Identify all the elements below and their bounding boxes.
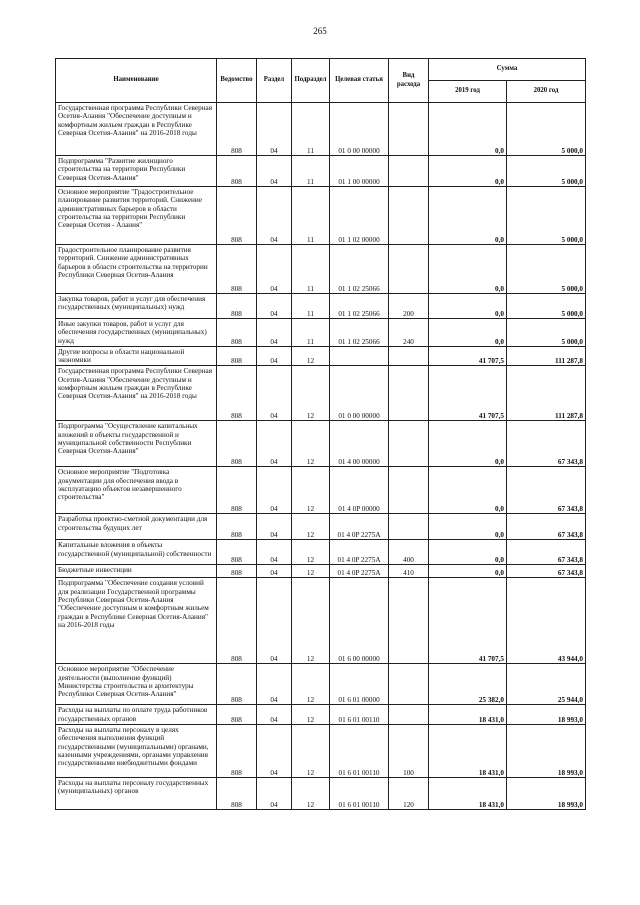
row-2020: 18 993,0 xyxy=(507,705,586,725)
row-2020: 67 343,8 xyxy=(507,421,586,467)
row-2019: 18 431,0 xyxy=(429,705,507,725)
table-body xyxy=(56,103,586,810)
row-section: 04 xyxy=(257,319,292,347)
table-row xyxy=(56,346,586,366)
table-row xyxy=(56,319,586,347)
row-2020: 18 993,0 xyxy=(507,725,586,778)
row-target: 01 4 0P 2275A xyxy=(330,514,389,540)
row-name: Градостроительное планирование развития территорий. Снижение административных барьеров в области строительства на территории Республики Северная Осетия-Алания xyxy=(56,245,217,294)
row-target: 01 1 02 25066 xyxy=(330,319,389,347)
table-row xyxy=(56,187,586,245)
row-exp-type: 120 xyxy=(389,778,429,810)
row-dept: 808 xyxy=(217,245,257,294)
row-name: Государственная программа Республики Северная Осетия-Алания "Обеспечение доступным и комфортным жильем граждан в Республике Северная Осетия-Алания" на 2016-2018 годы xyxy=(56,366,217,421)
row-2019: 0,0 xyxy=(429,319,507,347)
row-2020: 5 000,0 xyxy=(507,294,586,319)
row-subsection: 11 xyxy=(292,294,330,319)
row-dept: 808 xyxy=(217,187,257,245)
row-subsection: 12 xyxy=(292,540,330,565)
row-name: Основное мероприятие "Обеспечение деятельности (выполнение функций) Министерства строительства и архитектуры Республики Северная Осетия-Алания" xyxy=(56,664,217,705)
row-dept: 808 xyxy=(217,156,257,187)
row-section: 04 xyxy=(257,565,292,578)
table-row xyxy=(56,725,586,778)
row-2019: 0,0 xyxy=(429,294,507,319)
row-2019: 0,0 xyxy=(429,187,507,245)
row-2019: 25 382,0 xyxy=(429,664,507,705)
row-subsection: 12 xyxy=(292,514,330,540)
header-section: Раздел xyxy=(257,59,292,103)
row-name: Иные закупки товаров, работ и услуг для обеспечения государственных (муниципальных) нужд xyxy=(56,319,217,347)
row-target: 01 4 0P 2275A xyxy=(330,540,389,565)
row-2020: 67 343,8 xyxy=(507,467,586,514)
row-name: Государственная программа Республики Северная Осетия-Алания "Обеспечение доступным и комфортным жильем граждан в Республике Северная Осетия-Алания" на 2016-2018 годы xyxy=(56,103,217,156)
row-exp-type xyxy=(389,664,429,705)
header-exp-type: Вид расхода xyxy=(389,59,429,103)
row-exp-type xyxy=(389,467,429,514)
row-section: 04 xyxy=(257,346,292,366)
row-2019: 18 431,0 xyxy=(429,725,507,778)
table-row xyxy=(56,664,586,705)
row-exp-type xyxy=(389,245,429,294)
header-dept: Ведомство xyxy=(217,59,257,103)
row-dept: 808 xyxy=(217,467,257,514)
row-exp-type xyxy=(389,156,429,187)
row-exp-type xyxy=(389,103,429,156)
row-2019: 0,0 xyxy=(429,540,507,565)
row-name: Основное мероприятие "Градостроительное планирование развития территорий. Снижение административных барьеров в области строительства на территории Республики Северная Осетия - Алания" xyxy=(56,187,217,245)
row-dept: 808 xyxy=(217,778,257,810)
row-target: 01 4 0P 2275A xyxy=(330,565,389,578)
row-subsection: 12 xyxy=(292,705,330,725)
row-dept: 808 xyxy=(217,725,257,778)
row-target: 01 6 01 00110 xyxy=(330,725,389,778)
budget-table xyxy=(55,58,586,810)
row-section: 04 xyxy=(257,156,292,187)
table-row xyxy=(56,156,586,187)
row-name: Расходы на выплаты персоналу государственных (муниципальных) органов xyxy=(56,778,217,810)
row-2019: 0,0 xyxy=(429,421,507,467)
row-target: 01 6 01 00110 xyxy=(330,705,389,725)
row-subsection: 12 xyxy=(292,366,330,421)
row-dept: 808 xyxy=(217,319,257,347)
row-dept: 808 xyxy=(217,565,257,578)
row-section: 04 xyxy=(257,725,292,778)
row-2020: 43 944,0 xyxy=(507,578,586,664)
table-row xyxy=(56,245,586,294)
row-2019: 41 707,5 xyxy=(429,366,507,421)
row-section: 04 xyxy=(257,187,292,245)
row-subsection: 11 xyxy=(292,156,330,187)
row-name: Расходы на выплаты по оплате труда работников государственных органов xyxy=(56,705,217,725)
row-subsection: 12 xyxy=(292,467,330,514)
row-subsection: 12 xyxy=(292,725,330,778)
row-2020: 18 993,0 xyxy=(507,778,586,810)
row-exp-type: 200 xyxy=(389,294,429,319)
row-name: Подпрограмма "Обеспечение создания условий для реализации Государственной программы Республики Северная Осетия-Алания "Обеспечение доступным и комфортным жильем граждан в Республике Северная Осетия-Алания" на 2016-2018 годы xyxy=(56,578,217,664)
row-subsection: 12 xyxy=(292,778,330,810)
row-exp-type xyxy=(389,705,429,725)
row-exp-type: 400 xyxy=(389,540,429,565)
row-2020: 5 000,0 xyxy=(507,156,586,187)
row-target: 01 0 00 00000 xyxy=(330,366,389,421)
row-2020: 25 944,0 xyxy=(507,664,586,705)
row-target: 01 1 00 00000 xyxy=(330,156,389,187)
row-subsection: 12 xyxy=(292,565,330,578)
row-2020: 5 000,0 xyxy=(507,245,586,294)
row-exp-type xyxy=(389,366,429,421)
table-row xyxy=(56,778,586,810)
row-target: 01 6 00 00000 xyxy=(330,578,389,664)
row-section: 04 xyxy=(257,366,292,421)
row-target: 01 1 02 25066 xyxy=(330,245,389,294)
row-exp-type: 410 xyxy=(389,565,429,578)
page-number: 265 xyxy=(313,26,327,36)
row-2020: 5 000,0 xyxy=(507,319,586,347)
row-subsection: 12 xyxy=(292,664,330,705)
row-name: Расходы на выплаты персоналу в целях обеспечения выполнения функций государственными (муниципальными) органами, казенными учреждениями, органами управления государственными внебюджетными фондами xyxy=(56,725,217,778)
row-exp-type xyxy=(389,187,429,245)
header-sum: Сумма xyxy=(429,59,586,81)
table-row xyxy=(56,467,586,514)
row-subsection: 12 xyxy=(292,421,330,467)
row-dept: 808 xyxy=(217,366,257,421)
row-dept: 808 xyxy=(217,664,257,705)
row-2019: 0,0 xyxy=(429,245,507,294)
row-name: Капитальные вложения в объекты государственной (муниципальной) собственности xyxy=(56,540,217,565)
row-section: 04 xyxy=(257,540,292,565)
row-dept: 808 xyxy=(217,514,257,540)
row-2020: 5 000,0 xyxy=(507,103,586,156)
row-section: 04 xyxy=(257,245,292,294)
row-target: 01 1 02 00000 xyxy=(330,187,389,245)
row-exp-type: 100 xyxy=(389,725,429,778)
row-section: 04 xyxy=(257,103,292,156)
header-2019: 2019 год xyxy=(429,81,507,103)
row-exp-type xyxy=(389,421,429,467)
row-name: Основное мероприятие "Подготовка документации для обеспечения ввода в эксплуатацию объектов незавершенного строительства" xyxy=(56,467,217,514)
row-target: 01 1 02 25066 xyxy=(330,294,389,319)
row-subsection: 11 xyxy=(292,245,330,294)
row-exp-type: 240 xyxy=(389,319,429,347)
row-target: 01 6 01 00000 xyxy=(330,664,389,705)
header-2020: 2020 год xyxy=(507,81,586,103)
row-section: 04 xyxy=(257,514,292,540)
row-dept: 808 xyxy=(217,103,257,156)
row-section: 04 xyxy=(257,705,292,725)
row-subsection: 12 xyxy=(292,346,330,366)
header-name: Наименование xyxy=(56,59,217,103)
row-2020: 67 343,8 xyxy=(507,540,586,565)
row-section: 04 xyxy=(257,294,292,319)
row-2019: 0,0 xyxy=(429,467,507,514)
table-row xyxy=(56,705,586,725)
row-name: Разработка проектно-сметной документации для строительства будущих лет xyxy=(56,514,217,540)
row-2019: 0,0 xyxy=(429,565,507,578)
row-section: 04 xyxy=(257,421,292,467)
row-exp-type xyxy=(389,578,429,664)
table-row xyxy=(56,514,586,540)
row-2019: 0,0 xyxy=(429,514,507,540)
row-2019: 18 431,0 xyxy=(429,778,507,810)
row-target: 01 0 00 00000 xyxy=(330,103,389,156)
row-exp-type xyxy=(389,346,429,366)
row-section: 04 xyxy=(257,467,292,514)
row-2019: 41 707,5 xyxy=(429,578,507,664)
row-name: Бюджетные инвестиции xyxy=(56,565,217,578)
row-2019: 41 707,5 xyxy=(429,346,507,366)
table-row xyxy=(56,565,586,578)
row-dept: 808 xyxy=(217,705,257,725)
row-name: Закупка товаров, работ и услуг для обеспечения государственных (муниципальных) нужд xyxy=(56,294,217,319)
row-2020: 67 343,8 xyxy=(507,565,586,578)
table-row xyxy=(56,366,586,421)
table-row xyxy=(56,103,586,156)
row-subsection: 12 xyxy=(292,578,330,664)
row-dept: 808 xyxy=(217,346,257,366)
header-target: Целевая статья xyxy=(330,59,389,103)
row-subsection: 11 xyxy=(292,103,330,156)
row-name: Подпрограмма "Осуществление капитальных вложений в объекты государственной и муниципальной собственности Республики Северная Осетия-Алания" xyxy=(56,421,217,467)
row-target xyxy=(330,346,389,366)
row-2019: 0,0 xyxy=(429,156,507,187)
table-row xyxy=(56,421,586,467)
row-dept: 808 xyxy=(217,540,257,565)
row-exp-type xyxy=(389,514,429,540)
row-2020: 111 287,8 xyxy=(507,366,586,421)
table-row xyxy=(56,578,586,664)
row-target: 01 4 0P 00000 xyxy=(330,467,389,514)
row-target: 01 6 01 00110 xyxy=(330,778,389,810)
row-2020: 67 343,8 xyxy=(507,514,586,540)
row-2019: 0,0 xyxy=(429,103,507,156)
row-name: Подпрограмма "Развитие жилищного строительства на территории Республики Северная Осетия-Алания" xyxy=(56,156,217,187)
row-name: Другие вопросы в области национальной экономики xyxy=(56,346,217,366)
row-subsection: 11 xyxy=(292,319,330,347)
table-row xyxy=(56,540,586,565)
row-subsection: 11 xyxy=(292,187,330,245)
table-row xyxy=(56,294,586,319)
row-target: 01 4 00 00000 xyxy=(330,421,389,467)
row-section: 04 xyxy=(257,578,292,664)
row-dept: 808 xyxy=(217,578,257,664)
row-2020: 111 287,8 xyxy=(507,346,586,366)
header-subsection: Подраздел xyxy=(292,59,330,103)
row-dept: 808 xyxy=(217,421,257,467)
row-2020: 5 000,0 xyxy=(507,187,586,245)
row-section: 04 xyxy=(257,778,292,810)
row-dept: 808 xyxy=(217,294,257,319)
row-section: 04 xyxy=(257,664,292,705)
